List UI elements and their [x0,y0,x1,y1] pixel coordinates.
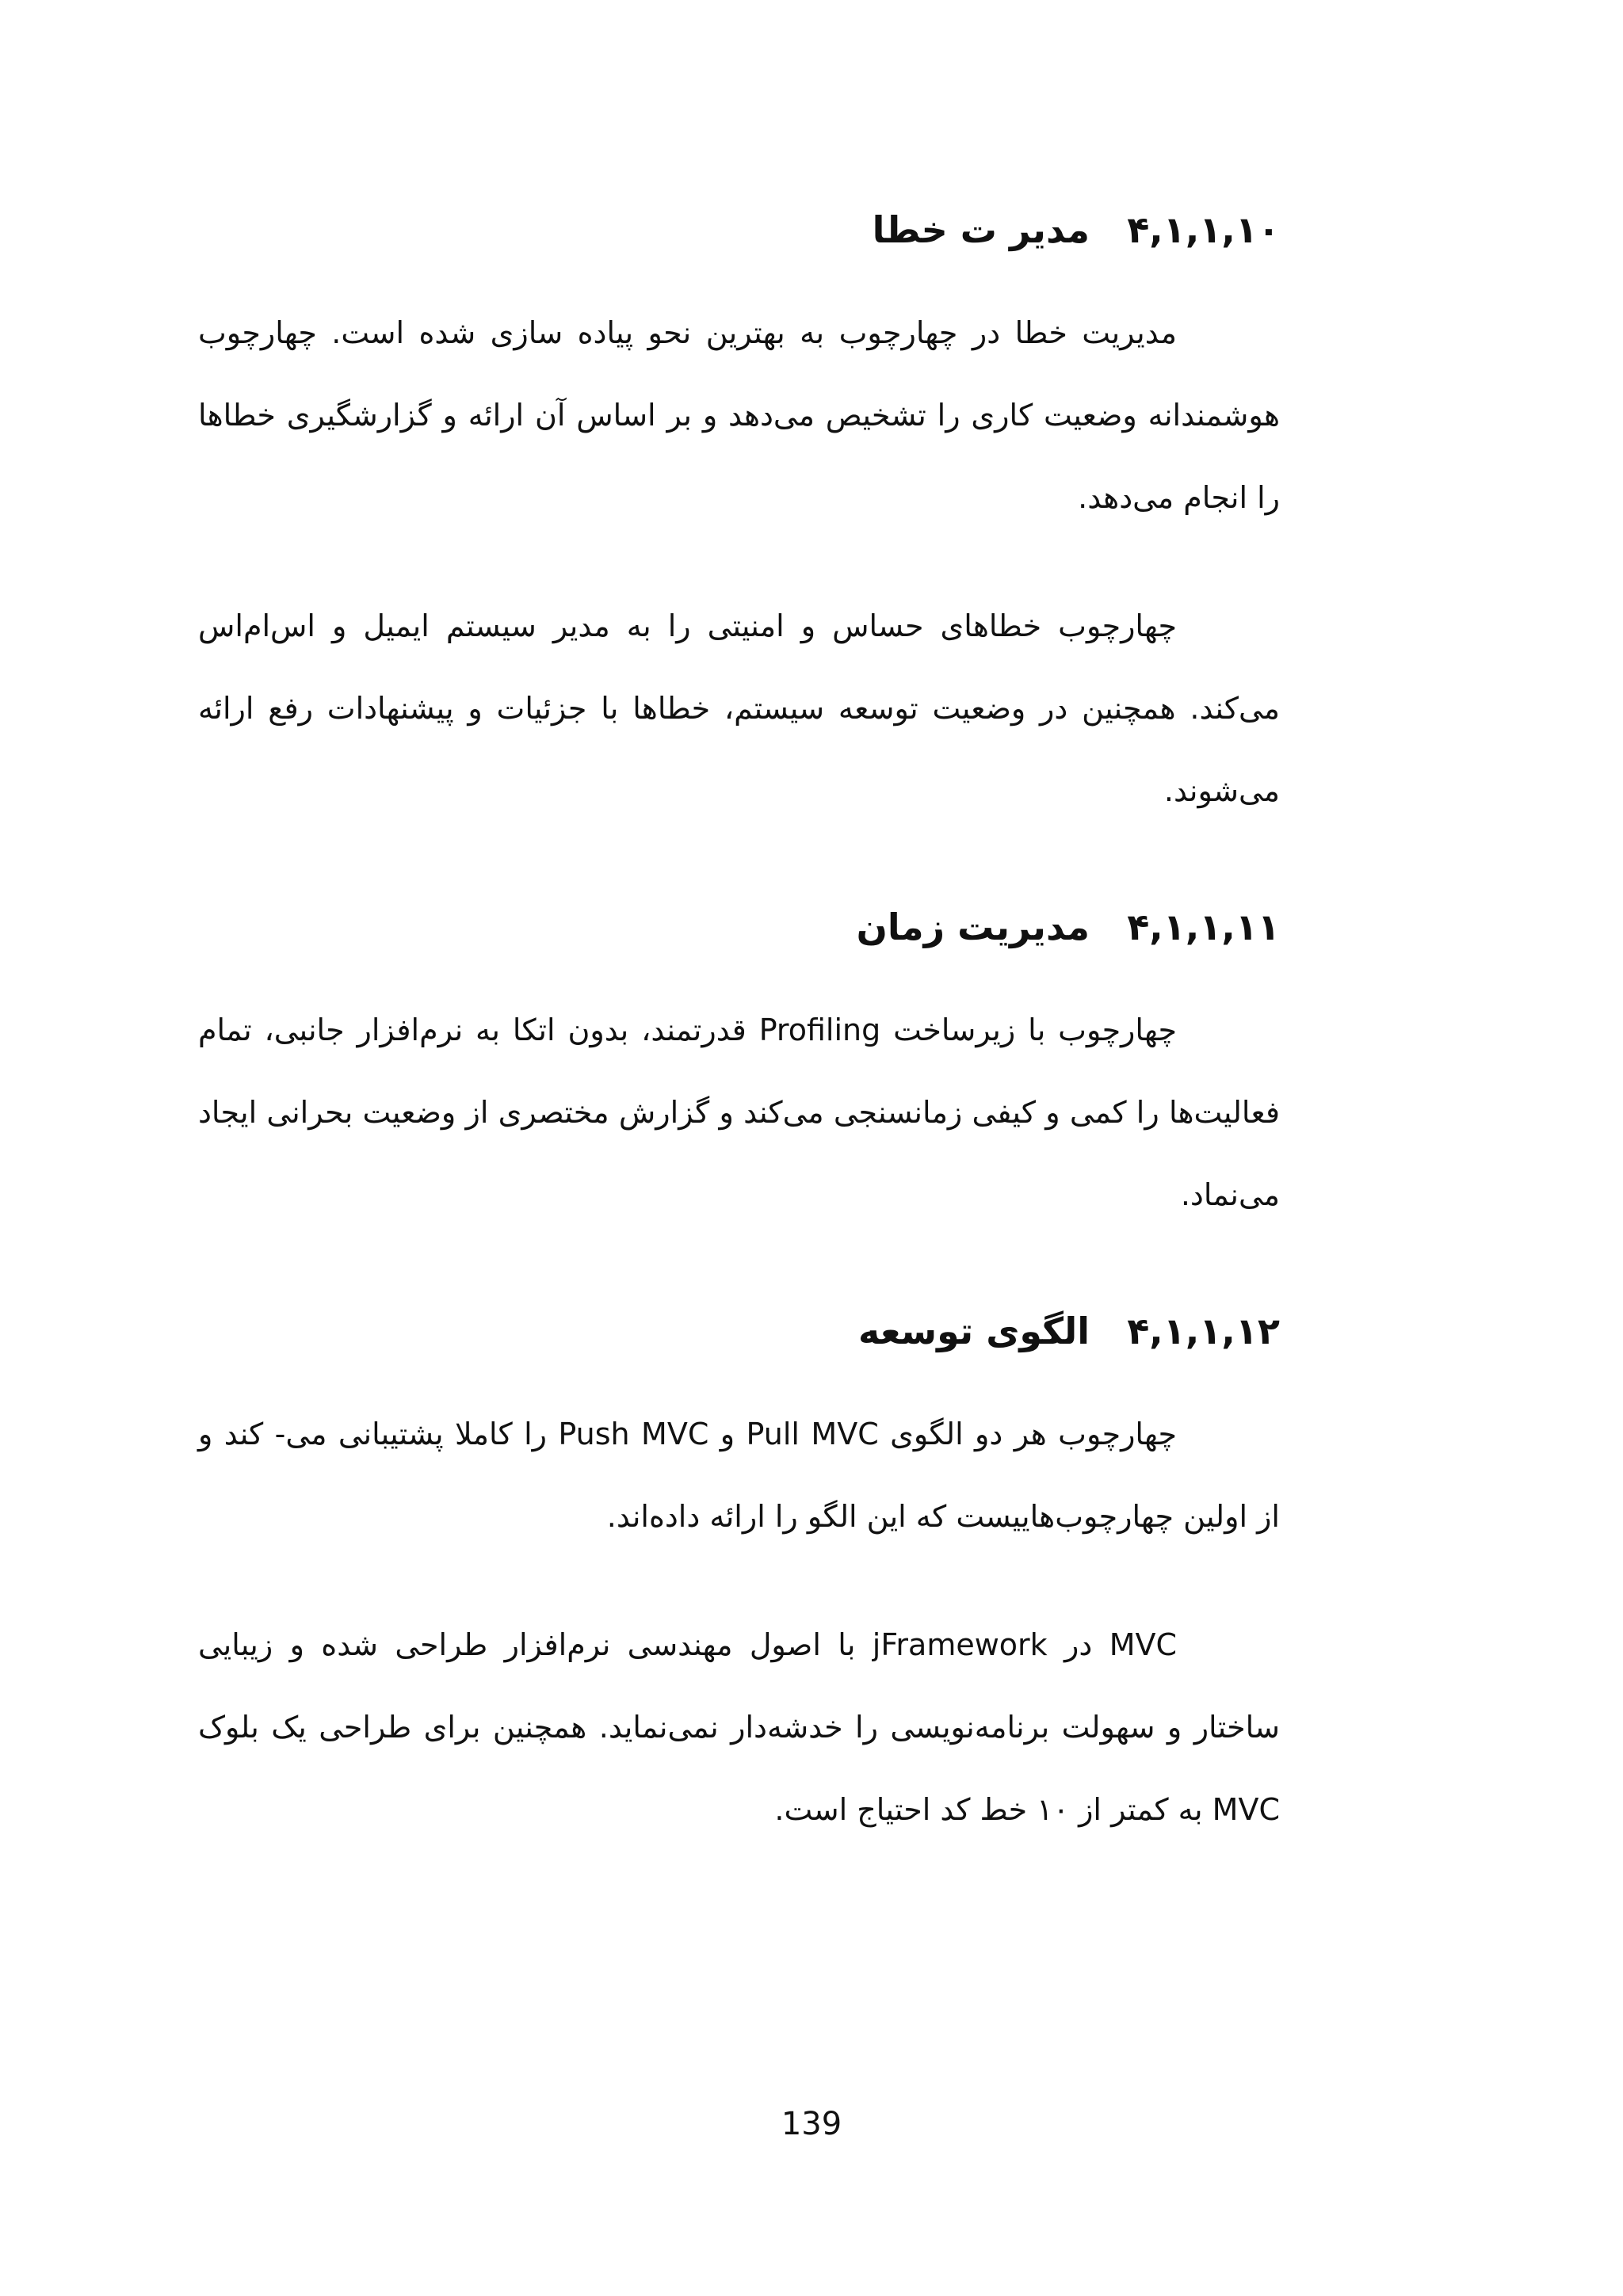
paragraph: چهارچوب با زیرساخت Profiling قدرتمند، بدون اتکا به نرم‌افزار جانبی، تمام فعالیت‌ها را کمی و کیفی زمانسنجی می‌کند و گزارش مختصری از وضعیت بحرانی ایجاد می‌نماد. [198,1013,1280,1212]
section-title: الگوی توسعه [857,1310,1090,1352]
paragraph: چهارچوب هر دو الگوی Pull MVC و Push MVC را کاملا پشتیبانی می- کند و از اولین چهارچوب‌هاییست که این الگو را ارائه داده‌اند. [198,1417,1280,1534]
page-content [198,190,1280,1851]
section-heading-error-management [198,190,1280,269]
page-number: 139 [781,2106,842,2142]
section-number: ۴,۱,۱,۱۲ [1127,1310,1280,1352]
section-title: مدیریت زمان [856,906,1090,948]
paragraph: مدیریت خطا در چهارچوب به بهترین نحو پیاده سازی شده است. چهارچوب هوشمندانه وضعیت کاری را تشخیص می‌دهد و بر اساس آن ارائه و گزارشگیری خطاها را انجام می‌دهد. [198,315,1280,515]
paragraph: چهارچوب خطاهای حساس و امنیتی را به مدیر سیستم ایمیل و اس‌ام‌اس می‌کند. همچنین در وضعیت توسعه سیستم، خطاها با جزئیات و پیشنهادات رفع ارائه می‌شوند. [198,608,1280,808]
section-number: ۴,۱,۱,۱۰ [1127,208,1280,251]
section-heading-time-management [198,887,1280,967]
section-title: مدیر ت خطا [872,208,1090,251]
section-heading-development-pattern [198,1291,1280,1371]
section-number: ۴,۱,۱,۱۱ [1127,906,1280,948]
paragraph: MVC در jFramework با اصول مهندسی نرم‌افزار طراحی شده و زیبایی ساختار و سهولت برنامه‌نویسی را خدشه‌دار نمی‌نماید. همچنین برای طراحی یک بلوک MVC به کمتر از ۱۰ خط کد احتیاج است. [198,1627,1280,1827]
